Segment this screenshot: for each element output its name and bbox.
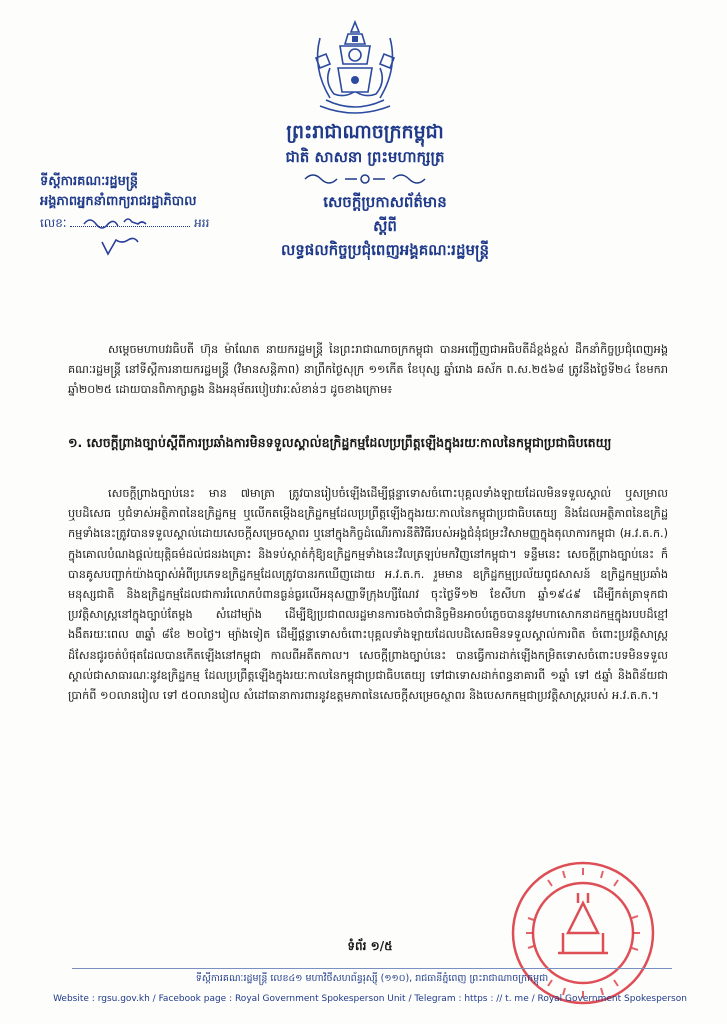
title-on: ស្ដីពី: [373, 217, 397, 235]
footer-contacts: Website : rgsu.gov.kh / Facebook page : Royal Government Spokesperson Unit / Telegram : https : // t. me / Royal Government Spokesperson: [53, 994, 687, 1004]
office-line-1: ទីស្ដីការគណៈរដ្ឋមន្ត្រី: [40, 174, 138, 189]
intro-text: សម្ដេចមហាបវរធិបតី ហ៊ុន ម៉ាណែត នាយករដ្ឋមន្ត្រី នៃព្រះរាជាណាចក្រកម្ពុជា បានអញ្ជើញជាអធិបតីដ៏ខ្ពង់ខ្ពស់ ដឹកនាំកិច្ចប្រជុំពេញអង្គគណៈរដ្ឋមន្ត្រី នៅទីស្ដីការនាយករដ្ឋមន្ត្រី (វិមានសន្តិភាព) នាព្រឹកថ្ងៃសុក្រ ១១កើត ខែបុស្ស ឆ្នាំរោង ឆស័ក ព.ស.២៥៦៨ ត្រូវនឹងថ្ងៃទី២៤ ខែមករា ឆ្នាំ២០២៥ ដោយបានពិភាក្សាឆ្លង និងអនុម័តរបៀបវារៈសំខាន់ៗ ដូចខាងក្រោម៖: [68, 343, 668, 397]
office-line-2: អង្គភាពអ្នកនាំពាក្យរាជរដ្ឋាភិបាល: [40, 194, 197, 209]
reference-label: លេខៈ: [40, 216, 67, 230]
section-1-paragraph: [68, 484, 668, 706]
title-subject: លទ្ធផលកិច្ចប្រជុំពេញអង្គគណៈរដ្ឋមន្ត្រី: [281, 241, 489, 259]
royal-emblem-icon: [300, 18, 410, 118]
issuing-office: [40, 172, 197, 212]
intro-paragraph: [68, 340, 668, 401]
footer-divider: [72, 968, 672, 969]
section-1-heading: ១. សេចក្ដីព្រាងច្បាប់ស្ដីពីការប្រឆាំងការមិនទទួលស្គាល់ឧក្រិដ្ឋកម្មដែលប្រព្រឹត្តឡើងក្នុងរយៈកាលនៃកម្ពុជាប្រជាធិបតេយ្យ: [68, 435, 612, 450]
section-1-text: សេចក្ដីព្រាងច្បាប់នេះ មាន ៧មាត្រា ត្រូវបានរៀបចំឡើងដើម្បីផ្ដន្ទាទោសចំពោះបុគ្គលទាំងឡាយដែលមិនទទួលស្គាល់ ឬសម្រាល ឬបដិសេធ ឬជំទាស់អត្ថិភាពនៃឧក្រិដ្ឋកម្ម ឬលើកតម្កើងឧក្រិដ្ឋកម្មដែលប្រព្រឹត្តឡើងក្នុងរយៈកាលនៃកម្ពុជាប្រជាធិបតេយ្យ និងដែលអត្ថិភាពនៃឧក្រិដ្ឋកម្មទាំងនេះត្រូវបានទទួលស្គាល់ដោយសេចក្ដីសម្រេចស្ថាពរ ឬនៅក្នុងកិច្ចដំណើរការនីតិវិធីរបស់អង្គជំនុំជម្រះវិសាមញ្ញក្នុងតុលាការកម្ពុជា (អ.វ.ត.ក.) ក្នុងគោលបំណងផ្ដល់យុត្តិធម៌ដល់ជនរងគ្រោះ និងទប់ស្កាត់កុំឱ្យឧក្រិដ្ឋកម្មទាំងនេះវិលត្រឡប់មកវិញនៅកម្ពុជា។ ទន្ទឹមនេះ សេចក្ដីព្រាងច្បាប់នេះ ក៏បានគូសបញ្ជាក់យ៉ាងច្បាស់អំពីប្រភេទឧក្រិដ្ឋកម្មដែលត្រូវបានរកឃើញដោយ អ.វ.ត.ក. រួមមាន ឧក្រិដ្ឋកម្មប្រល័យពូជសាសន៍ ឧក្រិដ្ឋកម្មប្រឆាំងមនុស្សជាតិ និងឧក្រិដ្ឋកម្មដែលជាការរំលោភបំពានធ្ងន់ធ្ងរលើអនុសញ្ញាទីក្រុងហ្សឺណែវ ចុះថ្ងៃទី១២ ខែសីហា ឆ្នាំ១៩៤៩ ដើម្បីកត់ត្រាទុកជាប្រវត្តិសាស្ត្រនៅក្នុងច្បាប់តែម្ដង សំដៅម្យ៉ាង ដើម្បីឱ្យប្រជាពលរដ្ឋមានការចងចាំជានិច្ចមិនអាចបំភ្លេចបាននូវមហាសោកនាដកម្មក្នុងរបបដ៏ខ្មៅងងឹតរយៈពេល ៣ឆ្នាំ ៨ខែ ២០ថ្ងៃ។ ម្យ៉ាងទៀត ដើម្បីផ្ដន្ទាទោសចំពោះបុគ្គលទាំងឡាយដែលបដិសេធមិនទទួលស្គាល់ការពិត ចំពោះប្រវត្តិសាស្ត្រដ៏សែនជូរចត់បំផុតដែលបានកើតឡើងនៅកម្ពុជា កាលពីអតីតកាល។ សេចក្ដីព្រាងច្បាប់នេះ បានធ្វើការដាក់ឡើងកម្រិតទោសចំពោះបទមិនទទួលស្គាល់ជាសាធារណៈនូវឧក្រិដ្ឋកម្ម ដែលប្រព្រឹត្តឡើងក្នុងរយៈកាលនៃកម្ពុជាប្រជាធិបតេយ្យ ទៅជាទោសដាក់ពន្ធនាគារពី ១ឆ្នាំ ទៅ ៥ឆ្នាំ និងពិន័យជាប្រាក់ពី ១០លានរៀល ទៅ ៥០លានរៀល សំដៅធានាការពារនូវឧត្តមភាពនៃសេចក្ដីសម្រេចស្ថាពរ និងបេសកកម្មជាប្រវត្តិសាស្ត្ររបស់ អ.វ.ត.ក.។: [68, 487, 668, 703]
kingdom-name: ព្រះរាជាណាចក្រកម្ពុជា: [286, 121, 444, 143]
national-motto: ជាតិ សាសនា ព្រះមហាក្សត្រ: [285, 148, 445, 166]
footer-address: ទីស្ដីការគណៈរដ្ឋមន្ត្រី លេខ៤១ មហាវិថីសហព័ន្ធរុស្ស៊ី (១១០), រាជធានីភ្នំពេញ ព្រះរាជាណាចក្រកម្ពុជា: [195, 973, 549, 984]
page-number: ទំព័រ ១/៥: [347, 939, 393, 953]
title-press-release: សេចក្ដីប្រកាសព័ត៌មាន: [323, 193, 447, 211]
reference-suffix: អររ: [194, 216, 210, 230]
document-titles: [245, 190, 525, 262]
handwritten-reference-icon: [82, 212, 162, 260]
ornament-divider-icon: [300, 172, 430, 186]
